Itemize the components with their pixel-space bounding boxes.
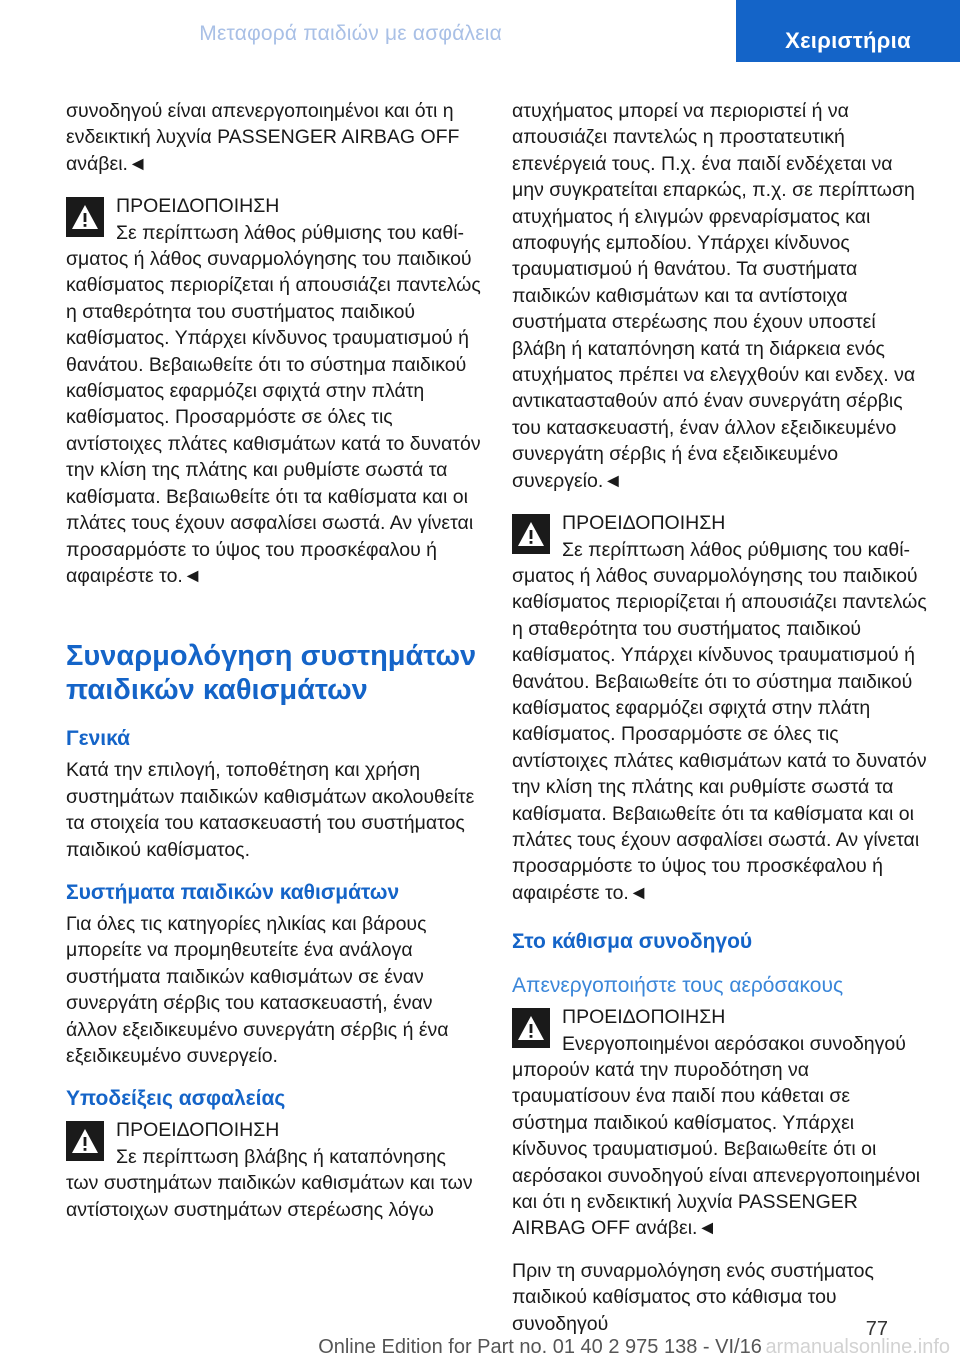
warning-text: των συστημάτων παιδικών καθισμάτων και των αντίστοιχων συστημάτων στερέωσης λόγω: [66, 1172, 473, 1221]
page-header: [0, 0, 960, 88]
warning-icon: [512, 514, 550, 554]
systems-paragraph: Για όλες τις κατηγορίες ηλικίας και βάρους μπορείτε να προμηθευτείτε ένα ανάλογα συστήματα παιδικών καθισμάτων σε έναν συνεργάτη σέρβις του κατασκευαστή, έναν άλλον εξειδικευμένο συνεργάτη σέρβις ή ένα εξειδικευμένο συνεργείο.: [66, 912, 449, 1067]
warning-title: ΠΡΟΕΙΔΟΠΟΙΗΣΗ: [562, 1006, 726, 1029]
outro-paragraph: Πριν τη συναρμολόγηση ενός συστήματος παιδικού καθίσματος στο κάθισμα του συνοδηγού: [512, 1259, 874, 1335]
subheading-general: Γενικά: [66, 727, 131, 751]
section-heading: Συναρμολόγηση συστημάτων παιδικών καθισμάτων: [66, 640, 477, 707]
subheading-systems: Συστήματα παιδικών καθισμάτων: [66, 880, 400, 904]
intro-paragraph: συνοδηγού είναι απενεργοποιημένοι και ότι η ενδεικτική λυχνία PASSENGER AIRBAG OFF ανάβει.◄: [66, 100, 460, 175]
right-column: [512, 98, 928, 1353]
warning-lead: Σε περίπτωση λάθος ρύθμισης του καθί-: [116, 221, 465, 244]
section-title: Μεταφορά παιδιών με ασφάλεια: [199, 22, 502, 45]
warning-lead: Σε περίπτωση βλάβης ή καταπόνησης: [116, 1145, 446, 1168]
footer-text: Online Edition for Part no. 01 40 2 975 138 - VI/16: [318, 1336, 762, 1358]
warning-title: ΠΡΟΕΙΔΟΠΟΙΗΣΗ: [116, 1119, 280, 1142]
warning-lead: Ενεργοποιημένοι αερόσακοι συνοδηγού: [562, 1032, 906, 1055]
warning-block: [66, 193, 482, 589]
watermark: armanualsonline.info: [765, 1336, 950, 1358]
warning-title: ΠΡΟΕΙΔΟΠΟΙΗΣΗ: [116, 195, 280, 218]
warning-icon: [66, 1121, 104, 1161]
warning-text: μπορούν κατά την πυροδότηση να τραυματίσουν ένα παιδί που κάθεται σε σύστημα παιδικού καθίσματος. Υπάρχει κίνδυνος τραυματισμού. Βεβαιωθείτε ότι οι αερόσακοι συνοδηγού είναι απενεργοποιημένοι και ότι η ενδεικτική λυχνία PASSENGER AIRBAG OFF ανάβει.◄: [512, 1059, 921, 1240]
header-left: [0, 0, 736, 62]
subheading-airbags: Απενεργοποιήστε τους αερόσακους: [512, 974, 844, 998]
warning-icon: [66, 197, 104, 237]
continuation-paragraph: ατυχήματος μπορεί να περιοριστεί ή να απουσιάζει παντελώς η προστατευτική επενέργειά τους. Π.χ. ένα παιδί ενδέχεται να μην συγκρατείται επαρκώς, π.χ. σε περίπτωση ατυχήματος ή ελιγμών φρεναρίσματος και αποφυγής εμποδίου. Υπάρχει κίνδυνος τραυματισμού ή θανάτου. Τα συστήματα παιδικών καθισμάτων και τα αντίστοιχα συστήματα στερέωσης που έχουν υποστεί βλάβη ή καταπόνηση κατά τη διάρκεια ενός ατυχήματος πρέπει να ελεγχθούν και ενδεχ. να αντικατασταθούν από έναν συνεργάτη σέρβις του κατασκευαστή, έναν άλλον εξειδικευμένο συνεργάτη σέρβις ή ένα εξειδικευμένο συνεργείο.◄: [512, 100, 916, 492]
warning-icon: [512, 1008, 550, 1048]
warning-block: [512, 510, 928, 906]
left-column: [66, 98, 482, 1239]
warning-lead: Σε περίπτωση λάθος ρύθμισης του καθί-: [562, 538, 911, 561]
warning-title: ΠΡΟΕΙΔΟΠΟΙΗΣΗ: [562, 512, 726, 535]
warning-text: σματος ή λάθος συναρμολόγησης του παιδικού καθίσματος περιορίζεται ή απουσιάζει παντελώς η σταθερότητα του συστήματος παιδικού καθίσματος. Υπάρχει κίνδυνος τραυματισμού ή θανάτου. Βεβαιωθείτε ότι το σύστημα παιδικού καθίσματος εφαρμόζει σφιχτά στην πλάτη καθίσματος. Προσαρμόστε σε όλες τις αντίστοιχες πλάτες καθισμάτων κατά το δυνατόν την κλίση της πλάτης και ρυθμίστε σωστά τα καθίσματα. Βεβαιωθείτε ότι τα καθίσματα και οι πλάτες τους έχουν ασφαλίσει σωστά. Αν γίνεται προσαρμόστε το ύψος του προσκέφαλου ή αφαιρέστε το.◄: [66, 248, 481, 587]
subheading-passenger: Στο κάθισμα συνοδηγού: [512, 930, 753, 954]
general-paragraph: Κατά την επιλογή, τοποθέτηση και χρήση συστημάτων παιδικών καθισμάτων ακολουθείτε τα στοιχεία του κατασκευαστή του συστήματος παιδικού καθίσματος.: [66, 759, 475, 861]
warning-text: σματος ή λάθος συναρμολόγησης του παιδικού καθίσματος περιορίζεται ή απουσιάζει παντελώς η σταθερότητα του συστήματος παιδικού καθίσματος. Υπάρχει κίνδυνος τραυματισμού ή θανάτου. Βεβαιωθείτε ότι το σύστημα παιδικού καθίσματος εφαρμόζει σφιχτά στην πλάτη καθίσματος. Προσαρμόστε σε όλες τις αντίστοιχες πλάτες καθισμάτων κατά το δυνατόν την κλίση της πλάτης και ρυθμίστε σωστά τα καθίσματα. Βεβαιωθείτε ότι τα καθίσματα και οι πλάτες τους έχουν ασφαλίσει σωστά. Αν γίνεται προσαρμόστε το ύψος του προσκέφαλου ή αφαιρέστε το.◄: [512, 564, 927, 904]
warning-block: [66, 1117, 482, 1223]
chapter-tab: Χειριστήρια: [736, 0, 960, 62]
warning-block: [512, 1004, 928, 1242]
page-number: 77: [865, 1318, 888, 1340]
subheading-safety: Υποδείξεις ασφαλείας: [66, 1087, 286, 1111]
